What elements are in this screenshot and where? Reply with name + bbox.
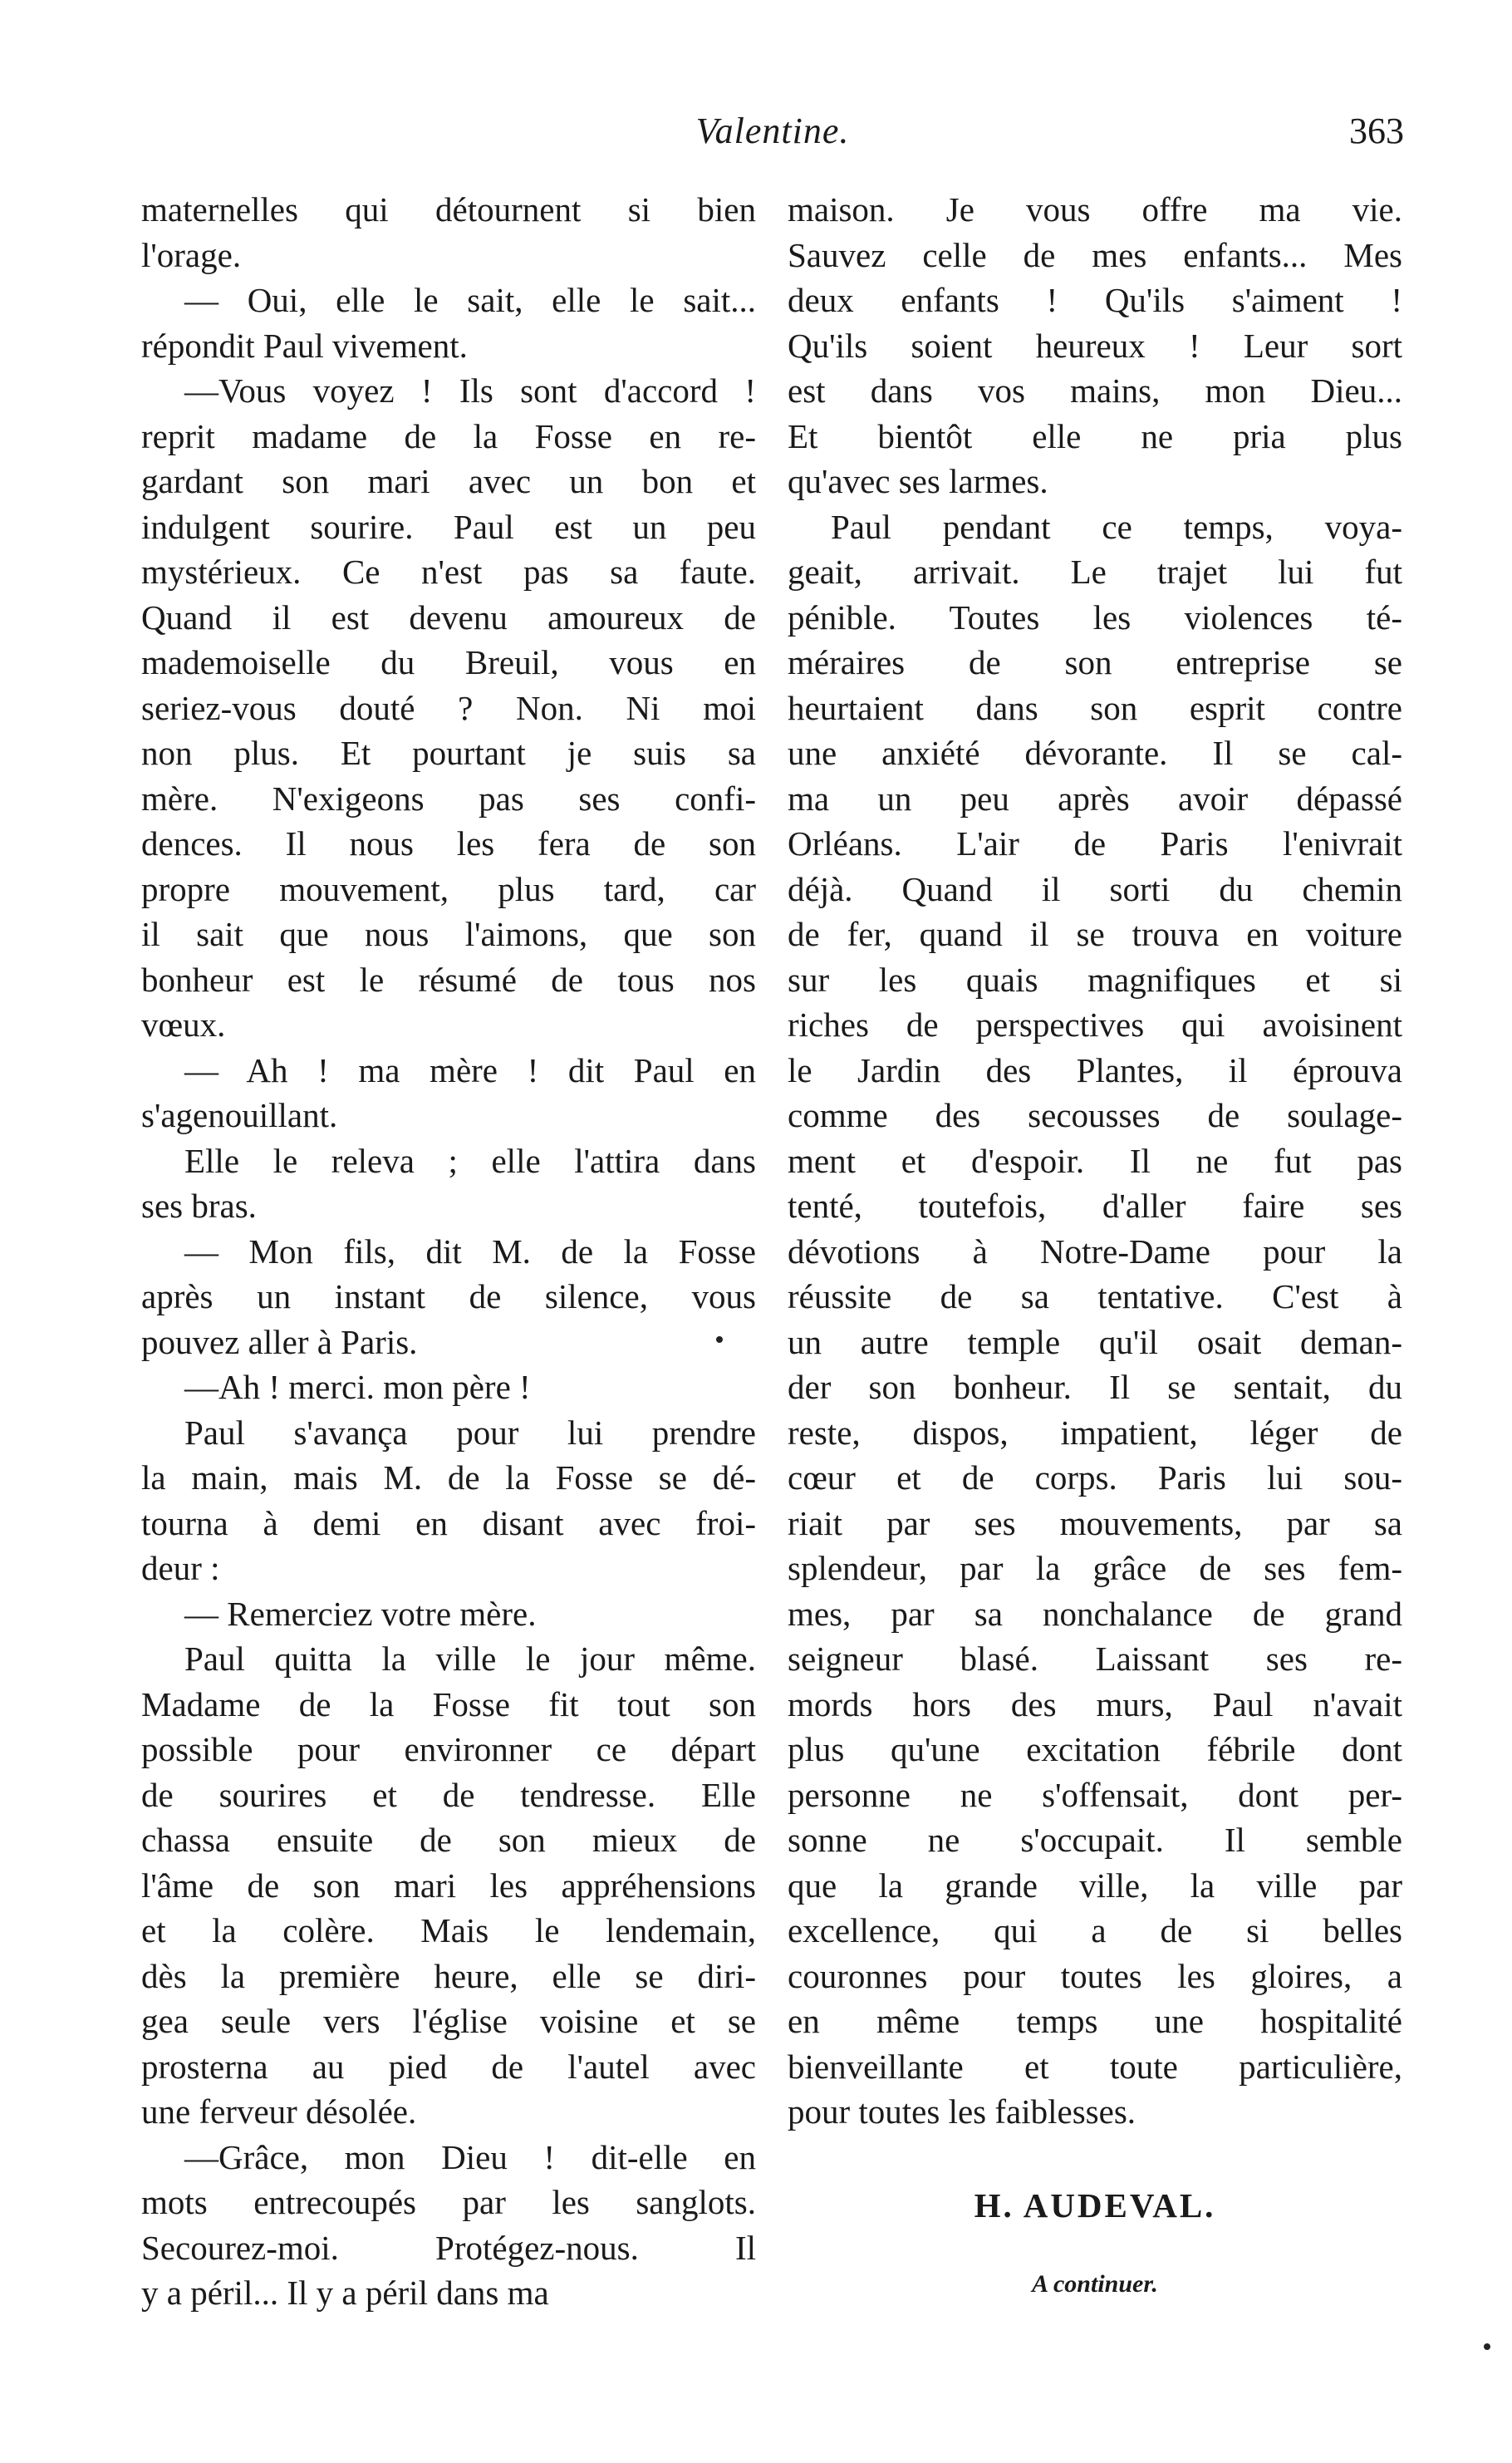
text-line: réussite de sa tentative. C'est à [788,1277,1402,1315]
text-line: mystérieux. Ce n'est pas sa faute. [141,553,756,591]
text-line: une anxiété dévorante. Il se cal- [788,734,1402,772]
paragraph [141,368,756,1048]
text-line: personne ne s'offensait, dont per- [788,1775,1402,1814]
text-line: le Jardin des Plantes, il éprouva [788,1050,1402,1089]
paragraph [141,1229,756,1365]
paragraph [788,504,1402,2135]
right-text-column [788,187,1402,2301]
text-line: chassa ensuite de son mieux de [141,1821,756,1859]
text-line: — Oui, elle le sait, elle le sait... [184,281,756,319]
page-number: 363 [1349,111,1404,151]
text-line: Sauvez celle de mes enfants... Mes [788,235,1402,274]
text-line: maternelles qui détournent si bien [141,190,756,229]
text-line: prosterna au pied de l'autel avec [141,2047,756,2086]
text-line: —Ah ! merci. mon père ! [184,1368,531,1406]
text-line: pouvez aller à Paris. [141,1322,418,1361]
text-line: mademoiselle du Breuil, vous en [141,643,756,681]
text-line: reste, dispos, impatient, léger de [788,1413,1402,1452]
right-column-paragraphs [788,187,1402,2135]
text-line: Orléans. L'air de Paris l'enivrait [788,824,1402,863]
text-line: un autre temple qu'il osait deman- [788,1322,1402,1361]
paragraph [141,2135,756,2316]
signature-surname: UDEVAL. [1050,2185,1216,2225]
text-line: bonheur est le résumé de tous nos [141,960,756,999]
text-line: heurtaient dans son esprit contre [788,688,1402,727]
text-line: cœur et de corps. Paris lui sou- [788,1458,1402,1497]
text-line: deux enfants ! Qu'ils s'aiment ! [788,281,1402,319]
text-line: seriez-vous douté ? Non. Ni moi [141,688,756,727]
text-line: mots entrecoupés par les sanglots. [141,2183,756,2221]
text-line: —Vous voyez ! Ils sont d'accord ! [184,371,756,410]
text-line: dévotions à Notre-Dame pour la [788,1232,1402,1271]
text-line: et la colère. Mais le lendemain, [141,1911,756,1949]
paragraph [141,278,756,368]
text-line: une ferveur désolée. [141,2092,417,2131]
text-line: mords hors des murs, Paul n'avait [788,1684,1402,1723]
text-line: gea seule vers l'église voisine et se [141,2002,756,2040]
text-line: y a péril... Il y a péril dans ma [141,2274,549,2312]
text-line: s'agenouillant. [141,1096,338,1134]
text-line: la main, mais M. de la Fosse se dé- [141,1458,756,1497]
paragraph [141,1636,756,2135]
paragraph [141,187,756,278]
paragraph [141,1591,756,1637]
text-line: Paul s'avança pour lui prendre [184,1413,756,1452]
text-line: Paul quitta la ville le jour même. [184,1640,756,1678]
text-line: indulgent sourire. Paul est un peu [141,507,756,546]
paragraph [788,187,1402,504]
text-line: possible pour environner ce départ [141,1730,756,1768]
text-line: tenté, toutefois, d'aller faire ses [788,1187,1402,1225]
text-line: maison. Je vous offre ma vie. [788,190,1402,229]
text-line: mère. N'exigeons pas ses confi- [141,779,756,818]
text-line: que la grande ville, la ville par [788,1866,1402,1905]
text-line: pour toutes les faiblesses. [788,2092,1136,2131]
text-line: de fer, quand il se trouva en voiture [788,915,1402,953]
signature-initial: H. A [974,2185,1051,2225]
text-line: après un instant de silence, vous [141,1277,756,1315]
text-line: répondit Paul vivement. [141,326,468,365]
text-line: mes, par sa nonchalance de grand [788,1594,1402,1633]
text-line: Elle le releva ; elle l'attira dans [184,1141,756,1180]
page-header [141,106,1404,156]
text-line: Qu'ils soient heureux ! Leur sort [788,326,1402,365]
text-line: Paul pendant ce temps, voya- [831,507,1402,546]
print-speck [1484,2343,1490,2350]
author-signature [788,2183,1402,2229]
text-line: comme des secousses de soulage- [788,1096,1402,1134]
text-line: reprit madame de la Fosse en re- [141,416,756,455]
left-text-column [141,187,756,2316]
text-line: dences. Il nous les fera de son [141,824,756,863]
text-line: bienveillante et toute particulière, [788,2047,1402,2086]
text-line: — Mon fils, dit M. de la Fosse [184,1232,756,1271]
text-line: non plus. Et pourtant je suis sa [141,734,756,772]
text-line: plus qu'une excitation fébrile dont [788,1730,1402,1768]
text-line: vœux. [141,1005,226,1044]
text-line: ment et d'espoir. Il ne fut pas [788,1141,1402,1180]
text-line: seigneur blasé. Laissant ses re- [788,1640,1402,1678]
text-line: Madame de la Fosse fit tout son [141,1684,756,1723]
continuation-note: A continuer. [1032,2270,1158,2298]
text-line: qu'avec ses larmes. [788,462,1048,500]
text-line: — Ah ! ma mère ! dit Paul en [184,1050,756,1089]
paragraph [141,1364,756,1410]
text-line: geait, arrivait. Le trajet lui fut [788,553,1402,591]
text-line: de sourires et de tendresse. Elle [141,1775,756,1814]
text-line: Et bientôt elle ne pria plus [788,416,1402,455]
text-line: pénible. Toutes les violences té- [788,597,1402,637]
text-line: — Remerciez votre mère. [184,1594,537,1633]
text-line: Secourez-moi. Protégez-nous. Il [141,2228,756,2267]
text-line: dès la première heure, elle se diri- [141,1956,756,1995]
text-line: Quand il est devenu amoureux de [141,597,756,637]
running-title: Valentine. [695,111,850,151]
text-line: couronnes pour toutes les gloires, a [788,1956,1402,1995]
print-speck [716,1336,723,1343]
paragraph [141,1138,756,1229]
text-line: der son bonheur. Il se sentait, du [788,1368,1402,1406]
text-line: splendeur, par la grâce de ses fem- [788,1549,1402,1587]
text-line: déjà. Quand il sorti du chemin [788,869,1402,908]
text-line: propre mouvement, plus tard, car [141,869,756,908]
text-line: sur les quais magnifiques et si [788,960,1402,999]
text-line: excellence, qui a de si belles [788,1911,1402,1949]
text-line: en même temps une hospitalité [788,2002,1402,2040]
text-line: ses bras. [141,1187,257,1225]
text-line: tourna à demi en disant avec froi- [141,1503,756,1542]
text-line: gardant son mari avec un bon et [141,462,756,500]
text-line: sonne ne s'occupait. Il semble [788,1821,1402,1859]
paragraph [141,1410,756,1591]
text-line: deur : [141,1549,220,1587]
text-line: l'orage. [141,235,242,274]
text-line: riait par ses mouvements, par sa [788,1503,1402,1542]
text-line: —Grâce, mon Dieu ! dit-elle en [184,2137,756,2176]
text-line: l'âme de son mari les appréhensions [141,1866,756,1905]
paragraph [141,1048,756,1138]
text-line: est dans vos mains, mon Dieu... [788,371,1402,410]
text-line: il sait que nous l'aimons, que son [141,915,756,953]
text-line: ma un peu après avoir dépassé [788,779,1402,818]
text-line: méraires de son entreprise se [788,643,1402,681]
text-line: riches de perspectives qui avoisinent [788,1005,1402,1044]
